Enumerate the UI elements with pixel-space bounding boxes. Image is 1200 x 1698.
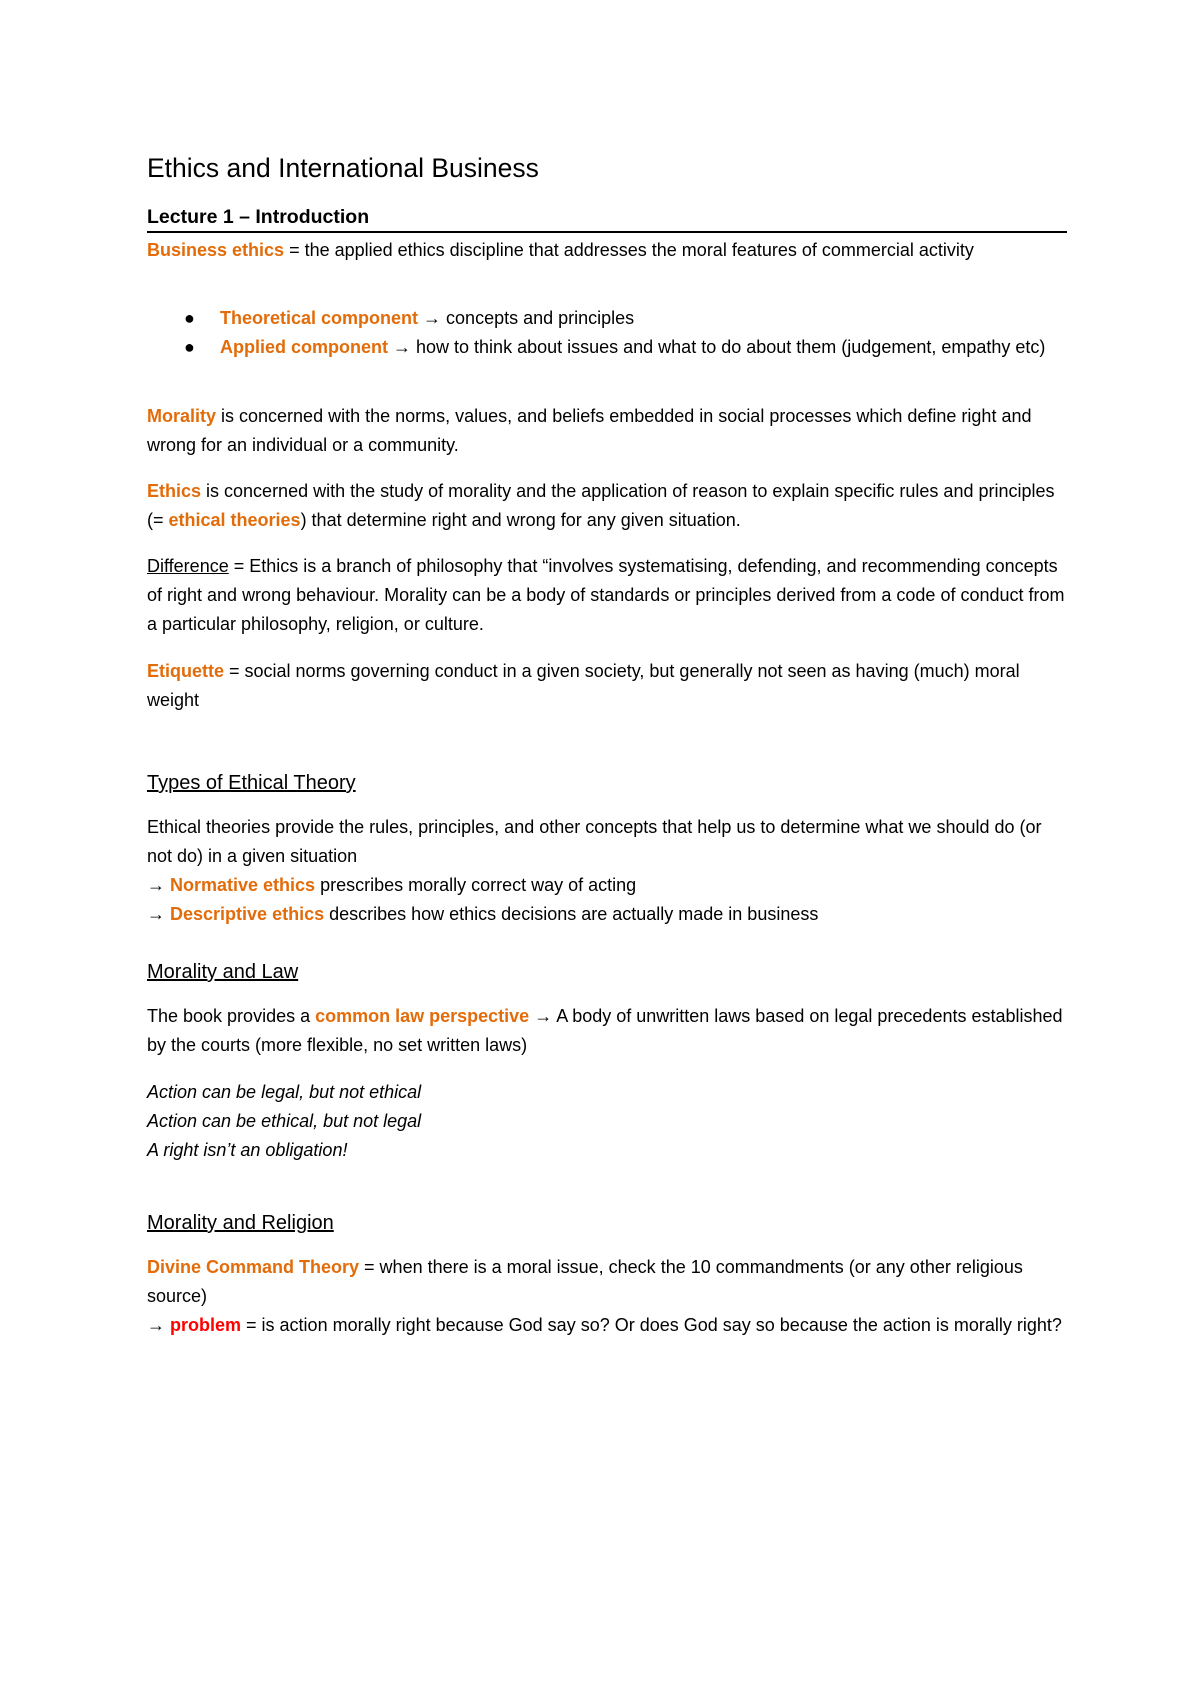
ethics-text-end: ) that determine right and wrong for any given situation.	[300, 510, 741, 530]
divine-command-term: Divine Command Theory	[147, 1257, 360, 1277]
difference-text: = Ethics is a branch of philosophy that “involves systematising, defending, and recommending concepts of right and wrong behaviour. Morality can be a body of standards or principles derived from a code of conduct from a particular philosophy, religion, or culture.	[147, 556, 1065, 634]
arrow-icon: →	[147, 1315, 171, 1335]
etiquette-term: Etiquette	[147, 661, 225, 681]
types-section	[147, 813, 1067, 929]
descriptive-term: Descriptive ethics	[170, 904, 325, 924]
law-section	[147, 1002, 1067, 1060]
business-ethics-definition	[147, 236, 1067, 265]
problem-text: = is action morally right because God say so? Or does God say so because the action is morally right?	[241, 1315, 1062, 1335]
normative-term: Normative ethics	[170, 875, 316, 895]
ethics-text: is concerned with the study of morality and the application of reason to explain specific rules and principles (=	[147, 481, 1055, 530]
normative-line	[147, 871, 1067, 900]
law-italic-lines	[147, 1078, 1067, 1165]
law-text-end: A body of unwritten laws based on legal precedents established by the courts (more flexible, no set written laws)	[147, 1006, 1063, 1055]
religion-text: = when there is a moral issue, check the 10 commandments (or any other religious source)	[147, 1257, 1023, 1306]
arrow-icon: →	[388, 337, 417, 357]
component-list	[147, 304, 1067, 362]
bullet-text: how to think about issues and what to do about them (judgement, empathy etc)	[416, 337, 1046, 357]
problem-term: problem	[170, 1315, 242, 1335]
types-intro: Ethical theories provide the rules, principles, and other concepts that help us to determine what we should do (or not do) in a given situation	[147, 817, 1042, 866]
arrow-icon: →	[147, 904, 171, 924]
ethics-term: Ethics	[147, 481, 202, 501]
italic-line: Action can be ethical, but not legal	[147, 1111, 422, 1131]
document-title: Ethics and International Business	[147, 153, 539, 183]
ethics-definition	[147, 477, 1067, 535]
religion-heading: Morality and Religion	[147, 1212, 334, 1234]
common-law-term: common law perspective	[315, 1006, 530, 1026]
bullet-term: Theoretical component	[220, 308, 419, 328]
business-ethics-text: = the applied ethics discipline that addresses the moral features of commercial activity	[284, 240, 974, 260]
arrow-icon: →	[418, 308, 447, 328]
types-heading: Types of Ethical Theory	[147, 772, 356, 794]
difference-term: Difference	[147, 556, 229, 576]
morality-definition	[147, 402, 1067, 460]
religion-section	[147, 1253, 1067, 1340]
business-ethics-term: Business ethics	[147, 240, 285, 260]
bullet-term: Applied component	[220, 337, 388, 357]
bullet-icon: ●	[184, 337, 195, 357]
etiquette-definition	[147, 657, 1067, 715]
arrow-icon: →	[529, 1006, 557, 1026]
morality-text: is concerned with the norms, values, and beliefs embedded in social processes which define right and wrong for an individual or a community.	[147, 406, 1032, 455]
law-heading: Morality and Law	[147, 961, 299, 983]
difference-paragraph	[147, 552, 1067, 639]
descriptive-line	[147, 900, 1067, 929]
morality-term: Morality	[147, 406, 217, 426]
lecture-heading: Lecture 1 – Introduction	[147, 204, 1067, 233]
law-text: The book provides a	[147, 1006, 316, 1026]
arrow-icon: →	[147, 875, 171, 895]
bullet-text: concepts and principles	[446, 308, 635, 328]
bullet-icon: ●	[184, 308, 195, 328]
list-item	[147, 333, 1067, 362]
list-item	[147, 304, 1067, 333]
ethical-theories-term: ethical theories	[168, 510, 301, 530]
etiquette-text: = social norms governing conduct in a given society, but generally not seen as having (much) moral weight	[147, 661, 1020, 710]
italic-line: Action can be legal, but not ethical	[147, 1082, 422, 1102]
italic-line: A right isn’t an obligation!	[147, 1140, 348, 1160]
normative-text: prescribes morally correct way of acting	[315, 875, 637, 895]
descriptive-text: describes how ethics decisions are actually made in business	[324, 904, 819, 924]
